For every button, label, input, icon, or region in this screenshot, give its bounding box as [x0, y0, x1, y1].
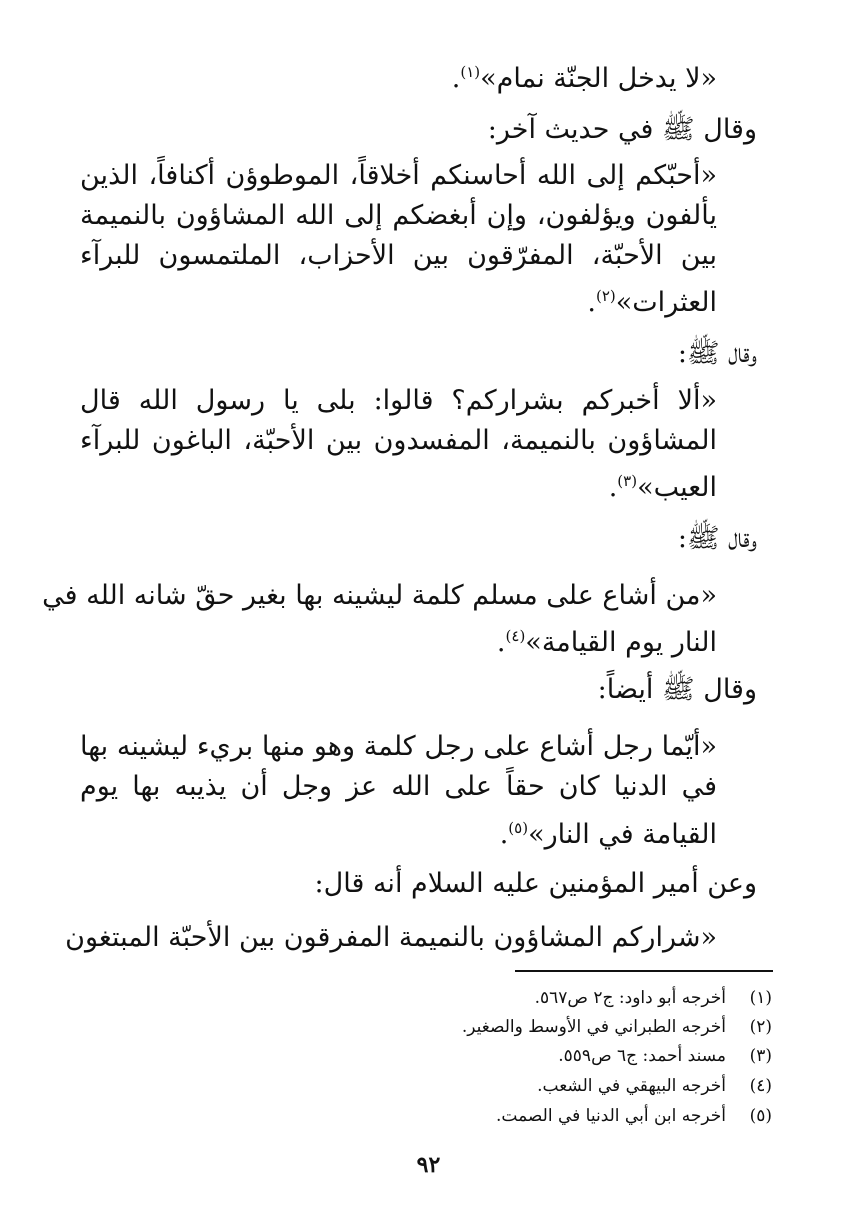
footnote — [80, 1014, 772, 1040]
text-line: «أيّما رجل أشاع على رجل كلمة وهو منها بريء ليشينه بها — [80, 731, 717, 762]
footnote-ref: (٢) — [595, 287, 616, 305]
footnote-text: أخرجه البيهقي في الشعب. — [537, 1076, 726, 1096]
footnote — [80, 1043, 772, 1069]
text-line: العثرات»$^{(٢)}$. — [587, 287, 717, 318]
footnote-number: (١) — [749, 988, 772, 1008]
footnote — [80, 985, 772, 1011]
footnote-number: (٢) — [749, 1017, 772, 1037]
text-line: يألفون ويؤلفون، وإن أبغضكم إلى الله المشاؤون بالنميمة — [80, 200, 717, 231]
footnote-ref: (١) — [460, 63, 481, 81]
text-line: «ألا أخبركم بشراركم؟ قالوا: بلى يا رسول الله قال — [80, 385, 717, 416]
footnote-separator — [515, 970, 773, 972]
footnote-number: (٣) — [749, 1046, 772, 1066]
text-line: وقال ﷺ أيضاً: — [597, 674, 757, 705]
text-line: «أحبّكم إلى الله أحاسنكم أخلاقاً، الموطوؤن أكنافاً، الذين — [80, 160, 717, 191]
footnote-ref: (٥) — [508, 819, 529, 837]
text-line: العيب»$^{(٣)}$. — [608, 472, 717, 503]
text-line: وقال ﷺ: — [677, 338, 757, 369]
text-line: وقال ﷺ: — [677, 523, 757, 554]
text-line: المشاؤون بالنميمة، المفسدون بين الأحبّة، الباغون للبرآء — [80, 425, 717, 456]
footnote-text: أخرجه الطبراني في الأوسط والصغير. — [461, 1017, 726, 1037]
text-line: في الدنيا كان حقاً على الله عز وجل أن يذيبه بها يوم — [80, 771, 717, 802]
footnote-ref: (٣) — [617, 472, 638, 490]
page-number: ٩٢ — [416, 1152, 441, 1178]
footnote-text: أخرجه أبو داود: ج٢ ص٥٦٧. — [534, 988, 726, 1008]
footnote-text: أخرجه ابن أبي الدنيا في الصمت. — [495, 1106, 726, 1126]
text-line: «لا يدخل الجنّة نمام»$^{(١)}$. — [451, 63, 717, 94]
footnote-ref: (٤) — [505, 627, 526, 645]
footnote-number: (٤) — [749, 1076, 772, 1096]
text-line: وقال ﷺ في حديث آخر: — [487, 114, 757, 145]
text-line: بين الأحبّة، المفرّقون بين الأحزاب، الملتمسون للبرآء — [80, 240, 717, 271]
footnote — [80, 1103, 772, 1129]
text-line: «شراركم المشاؤون بالنميمة المفرقون بين الأحبّة المبتغون — [65, 922, 717, 953]
footnote — [80, 1073, 772, 1099]
footnote-number: (٥) — [749, 1106, 772, 1126]
text-line: «من أشاع على مسلم كلمة ليشينه بها بغير حقّ شانه الله في — [42, 580, 717, 611]
text-line: وعن أمير المؤمنين عليه السلام أنه قال: — [314, 868, 757, 899]
text-line: النار يوم القيامة»$^{(٤)}$. — [496, 627, 717, 658]
footnote-text: مسند أحمد: ج٦ ص٥٥٩. — [558, 1046, 726, 1066]
text-line: القيامة في النار»$^{(٥)}$. — [499, 819, 717, 850]
